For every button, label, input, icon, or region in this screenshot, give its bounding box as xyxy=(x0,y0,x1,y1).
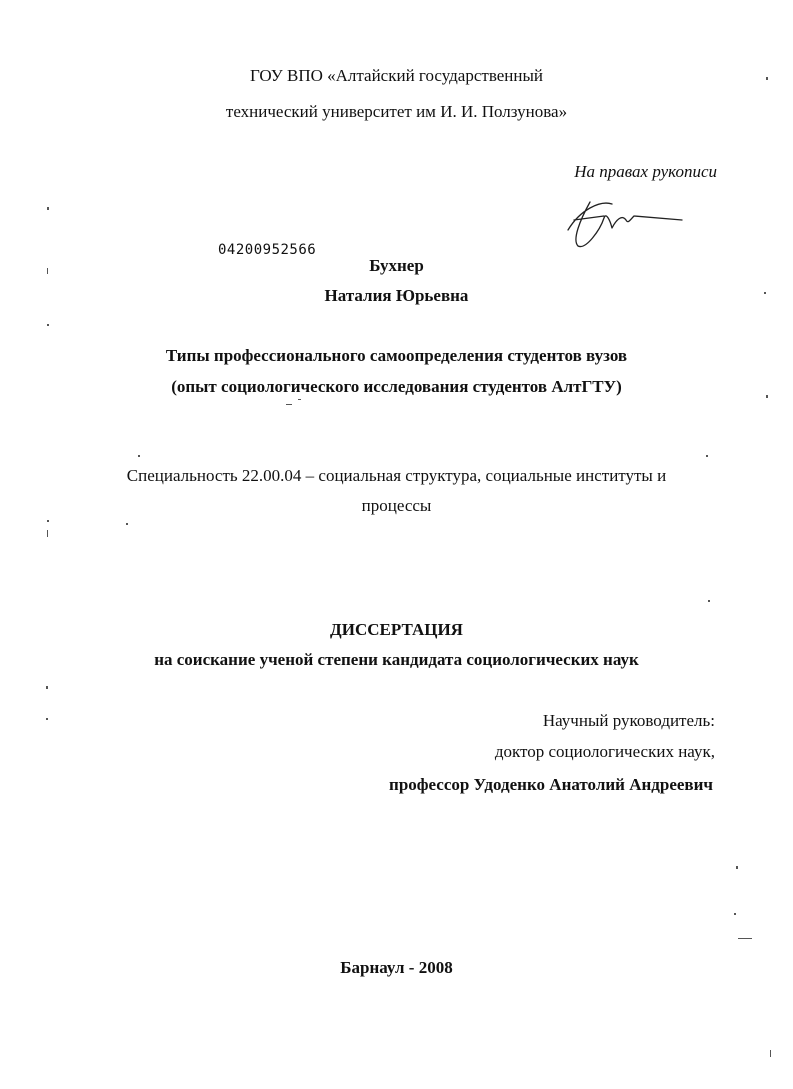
dissertation-heading: ДИССЕРТАЦИЯ xyxy=(330,620,463,639)
degree-subheading: на соискание ученой степени кандидата социологических наук xyxy=(154,650,639,669)
scan-speck xyxy=(126,523,128,525)
scan-speck xyxy=(46,686,48,689)
author-given-names: Наталия Юрьевна xyxy=(324,286,469,305)
scan-speck xyxy=(708,600,710,602)
scan-speck xyxy=(738,938,752,939)
specialty-line-1: Специальность 22.00.04 – социальная структура, социальные институты и xyxy=(126,466,667,485)
scan-speck xyxy=(706,455,708,457)
supervisor-label: Научный руководитель: xyxy=(542,711,715,730)
specialty-line-2: процессы xyxy=(361,496,432,515)
title-line-1: Типы профессионального самоопределения студентов вузов xyxy=(165,346,628,365)
scan-speck xyxy=(47,268,48,274)
place-year: Барнаул - 2008 xyxy=(340,958,453,977)
title-line-2: (опыт социологического исследования студентов АлтГТУ) xyxy=(171,377,622,396)
scan-speck xyxy=(47,530,48,537)
author-surname: Бухнер xyxy=(369,256,424,275)
scan-speck xyxy=(46,718,48,720)
archive-number: 04200952566 xyxy=(218,242,317,258)
scan-speck xyxy=(770,1050,771,1057)
scan-speck xyxy=(736,866,738,869)
scan-speck xyxy=(764,292,766,294)
institution-line-1: ГОУ ВПО «Алтайский государственный xyxy=(249,66,544,85)
scan-speck xyxy=(298,399,301,400)
scan-speck xyxy=(47,520,49,522)
scan-speck xyxy=(766,77,768,80)
scan-speck xyxy=(138,455,140,457)
scan-speck xyxy=(47,324,49,326)
scan-speck xyxy=(286,404,292,405)
author-signature xyxy=(560,190,690,252)
scan-speck xyxy=(766,395,768,398)
scan-speck xyxy=(734,913,736,915)
institution-line-2: технический университет им И. И. Ползунова» xyxy=(225,102,568,121)
scan-speck xyxy=(47,207,49,210)
supervisor-degree: доктор социологических наук, xyxy=(494,742,715,761)
manuscript-note: На правах рукописи xyxy=(574,162,717,181)
supervisor-name: профессор Удоденко Анатолий Андреевич xyxy=(389,775,713,794)
